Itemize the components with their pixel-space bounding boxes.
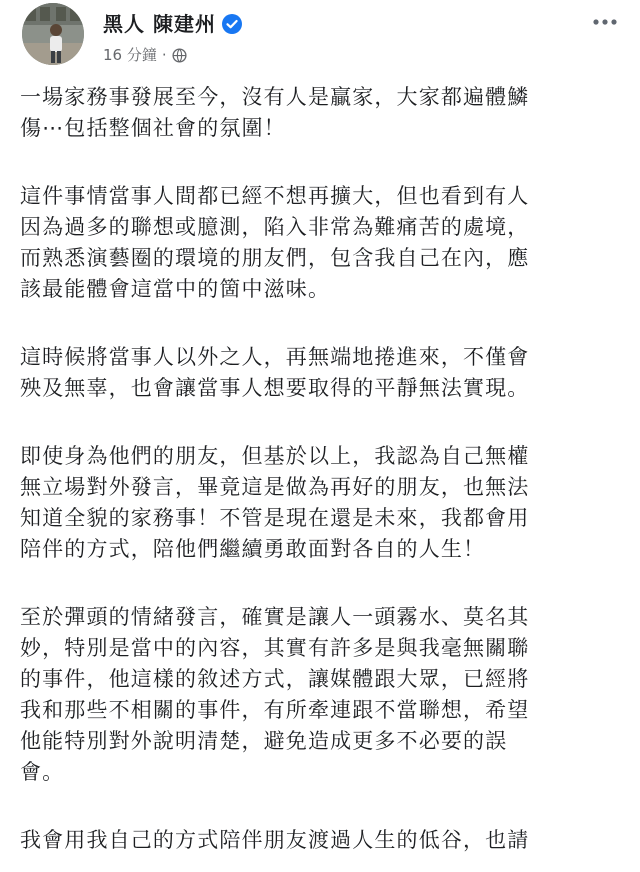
avatar[interactable]	[22, 3, 84, 65]
post-paragraph: 一場家務事發展至今，沒有人是贏家，大家都遍體鱗 傷⋯包括整個社會的氛圍！	[20, 85, 530, 140]
post-paragraph: 至於彈頭的情緒發言，確實是讓人一頭霧水、莫名其 妙，特別是當中的內容，其實有許多是與我毫無關聯 的事件，他這樣的敘述方式，讓媒體跟大眾，已經將 我和那些不相關的事件，有所牽連跟不當聯想，希望 他能特別對外說明清楚，避免造成更多不必要的誤 會。	[20, 605, 530, 784]
more-options-button[interactable]	[588, 10, 622, 34]
avatar-photo	[22, 3, 84, 65]
post-timestamp[interactable]: 16 分鐘	[103, 46, 157, 64]
author-name[interactable]: 黑人 陳建州	[103, 12, 216, 36]
post-body	[20, 82, 624, 872]
post-paragraph: 這件事情當事人間都已經不想再擴大，但也看到有人 因為過多的聯想或臆測，陷入非常為難痛苦的處境， 而熟悉演藝圈的環境的朋友們，包含我自己在內，應 該最能體會這當中的箇中滋味。	[20, 184, 530, 301]
post-paragraph: 即使身為他們的朋友，但基於以上，我認為自己無權 無立場對外發言，畢竟這是做為再好的朋友，也無法 知道全貌的家務事！不管是現在還是未來，我都會用 陪伴的方式，陪他們繼續勇敢面對各自的人生！	[20, 444, 530, 561]
post-paragraph: 這時候將當事人以外之人，再無端地捲進來，不僅會 殃及無辜，也會讓當事人想要取得的平靜無法實現。	[20, 345, 530, 400]
globe-icon[interactable]	[172, 48, 187, 63]
post-paragraph: 我會用我自己的方式陪伴朋友渡過人生的低谷，也請	[20, 828, 530, 852]
more-options-icon	[588, 10, 622, 34]
verified-badge-icon	[222, 14, 242, 34]
post-meta	[103, 44, 187, 65]
post-header	[0, 0, 640, 80]
meta-separator: ·	[161, 46, 167, 64]
author-name-row	[103, 8, 242, 37]
